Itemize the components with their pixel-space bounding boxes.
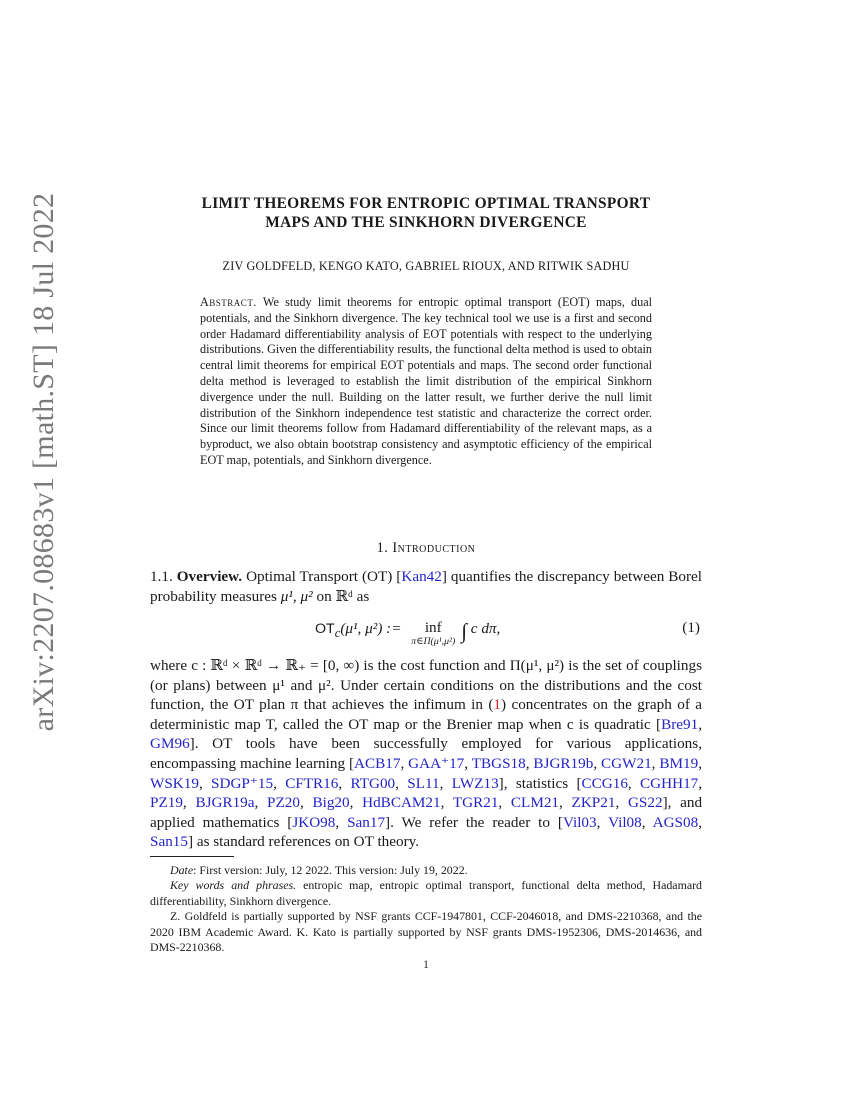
footnote-funding: Z. Goldfeld is partially supported by NSF grants CCF-1947801, CCF-2046018, and DMS-2210368, and the 2020 IBM Academic Award. K. Kato is partially supported by NSF grants DMS-1952306, DMS-2014636, and DMS-2210368. bbox=[150, 909, 702, 955]
citation-link[interactable]: ZKP21 bbox=[571, 794, 616, 812]
citation-link[interactable]: San15 bbox=[150, 833, 188, 851]
integral-sign: ∫ bbox=[461, 619, 467, 643]
citation-link[interactable]: Kan42 bbox=[401, 568, 442, 585]
paper-title bbox=[150, 194, 702, 232]
citation-link[interactable]: LWZ13 bbox=[451, 774, 499, 792]
citation-group-references: Vil03, Vil08, AGS08, San15 bbox=[150, 813, 702, 851]
citation-group-applied-math: JKO98, San17 bbox=[292, 813, 386, 831]
keywords-text: entropic map, entropic optimal transport, functional delta method, Hadamard differentiability, Sinkhorn divergence. bbox=[150, 878, 702, 908]
arxiv-sidebar bbox=[0, 0, 80, 1100]
para-segment-5: ], and applied mathematics [ bbox=[150, 794, 703, 831]
citation-link[interactable]: GS22 bbox=[627, 794, 663, 812]
citation-link[interactable]: AGS08 bbox=[652, 813, 699, 831]
section-heading-introduction: 1. Introduction bbox=[376, 540, 476, 556]
overview-text-d: as bbox=[352, 587, 370, 605]
keywords-label: Key words and phrases. bbox=[170, 878, 297, 893]
math-measures: μ¹, μ² bbox=[280, 587, 313, 605]
para-segment-2: ) concentrates on the graph of a deterministic map T, called the OT map or the Brenier map when c is quadratic [ bbox=[150, 696, 703, 733]
citation-link[interactable]: BJGR19b bbox=[533, 754, 594, 772]
citation-link[interactable]: JKO98 bbox=[292, 813, 336, 831]
integrand: c dπ, bbox=[470, 620, 501, 637]
date-text: : First version: July, 12 2022. This version: July 19, 2022. bbox=[193, 863, 468, 877]
equation-1 bbox=[150, 614, 702, 650]
para-segment-1: where c : ℝᵈ × ℝᵈ → ℝ₊ = [0, ∞) is the cost function and Π(μ¹, μ²) is the set of couplings (or plans) between μ¹ and μ². Under certain conditions on the distributions and the cost function, the OT plan π that achieves the infimum in ( bbox=[150, 657, 702, 714]
citation-link[interactable]: CLM21 bbox=[510, 794, 560, 812]
citation-link[interactable]: SL11 bbox=[407, 774, 440, 792]
equation-number: (1) bbox=[682, 619, 700, 636]
citation-link[interactable]: CFTR16 bbox=[285, 774, 339, 792]
citation-link[interactable]: SDGP⁺15 bbox=[211, 774, 274, 792]
date-label: Date bbox=[170, 863, 194, 877]
subsection-title: Overview. bbox=[176, 568, 243, 585]
citation-link[interactable]: Vil03 bbox=[562, 813, 597, 831]
citation-link[interactable]: Vil08 bbox=[608, 813, 642, 831]
infimum-word: inf bbox=[424, 619, 442, 636]
footnote-date bbox=[150, 863, 702, 878]
citation-link[interactable]: Big20 bbox=[312, 794, 350, 812]
citation-link[interactable]: CCG16 bbox=[581, 774, 628, 792]
abstract-text: We study limit theorems for entropic optimal transport (EOT) maps, dual potentials, and the Sinkhorn divergence. The key technical tool we use is a first and second order Hadamard differentiability analysis of EOT potentials with respect to the underlying distributions. Given the differentiability results, the functional delta method is used to obtain central limit theorems for empirical EOT potentials and maps. The second order functional delta method is leveraged to establish the limit distribution of the empirical Sinkhorn divergence under the null. Building on the latter result, we further derive the null limit distribution of the Sinkhorn independence test statistic and characterize the correct order. Since our limit theorems follow from Hadamard differentiability of the relevant maps, as a byproduct, we also obtain bootstrap consistency and asymptotic efficiency of the empirical EOT map, potentials, and Sinkhorn divergence. bbox=[200, 295, 652, 467]
citation-link[interactable]: San17 bbox=[347, 813, 386, 831]
infimum-subscript: π∈Π(μ¹,μ²) bbox=[411, 636, 456, 647]
footnote-keywords bbox=[150, 878, 702, 909]
footnote-rule bbox=[150, 856, 234, 857]
para-segment-3: ]. OT tools have been successfully employed for various applications, encompassing machine learning [ bbox=[150, 735, 702, 772]
citation-link[interactable]: CGHH17 bbox=[640, 774, 699, 792]
equation-body bbox=[315, 619, 500, 647]
citation-link[interactable]: RTG00 bbox=[350, 774, 396, 792]
citation-link[interactable]: TBGS18 bbox=[471, 754, 526, 772]
abstract-heading: Abstract. bbox=[200, 295, 257, 309]
citation-group-ml: ACB17, GAA⁺17, TBGS18, BJGR19b, CGW21, BM19, WSK19, SDGP⁺15, CFTR16, RTG00, SL11, LWZ13 bbox=[150, 754, 702, 792]
para-segment-7: ] as standard references on OT theory. bbox=[187, 833, 420, 851]
citation-link[interactable]: BJGR19a bbox=[195, 794, 255, 812]
overview-text-c: on bbox=[312, 587, 336, 605]
title-line-1: LIMIT THEOREMS FOR ENTROPIC OPTIMAL TRANSPORT bbox=[201, 195, 651, 212]
para-segment-6: ]. We refer the reader to [ bbox=[385, 813, 563, 831]
overview-text-b: ] quantifies the discrepancy between Borel probability measures bbox=[150, 568, 702, 605]
citation-link[interactable]: Bre91 bbox=[661, 715, 699, 733]
subsection-number: 1.1. bbox=[150, 568, 173, 585]
citation-link[interactable]: CGW21 bbox=[601, 754, 652, 772]
author-list: ZIV GOLDFELD, KENGO KATO, GABRIEL RIOUX, AND RITWIK SADHU bbox=[222, 259, 630, 273]
overview-text-a: Optimal Transport (OT) [ bbox=[246, 568, 402, 585]
citation-link[interactable]: TGR21 bbox=[452, 794, 499, 812]
citation-group-quadratic: Bre91, GM96 bbox=[150, 715, 702, 753]
citation-link[interactable]: PZ19 bbox=[150, 794, 183, 812]
ot-operator: OT bbox=[315, 621, 335, 637]
para-segment-4: ], statistics [ bbox=[498, 774, 582, 792]
abstract bbox=[200, 295, 652, 469]
ot-subscript: c bbox=[334, 626, 341, 641]
math-space: ℝᵈ bbox=[335, 587, 353, 605]
equation-reference-link[interactable]: 1 bbox=[493, 696, 502, 714]
citation-link[interactable]: GAA⁺17 bbox=[408, 754, 465, 772]
citation-link[interactable]: HdBCAM21 bbox=[362, 794, 441, 812]
footnotes bbox=[150, 863, 702, 955]
citation-link[interactable]: PZ20 bbox=[267, 794, 300, 812]
citation-link[interactable]: GM96 bbox=[150, 735, 190, 753]
intro-paragraph bbox=[150, 656, 702, 852]
citation-link[interactable]: BM19 bbox=[659, 754, 699, 772]
page-number: 1 bbox=[423, 959, 429, 971]
infimum bbox=[411, 619, 455, 647]
arxiv-identifier[interactable]: arXiv:2207.08683v1 [math.ST] 18 Jul 2022 bbox=[27, 192, 60, 732]
overview-paragraph bbox=[150, 567, 702, 606]
ot-arguments: (μ¹, μ²) := bbox=[340, 620, 402, 637]
citation-group-statistics: CCG16, CGHH17, PZ19, BJGR19a, PZ20, Big20, HdBCAM21, TGR21, CLM21, ZKP21, GS22 bbox=[150, 774, 703, 812]
citation-link[interactable]: WSK19 bbox=[150, 774, 199, 792]
title-line-2: MAPS AND THE SINKHORN DIVERGENCE bbox=[265, 214, 587, 231]
citation-link[interactable]: ACB17 bbox=[354, 754, 401, 772]
